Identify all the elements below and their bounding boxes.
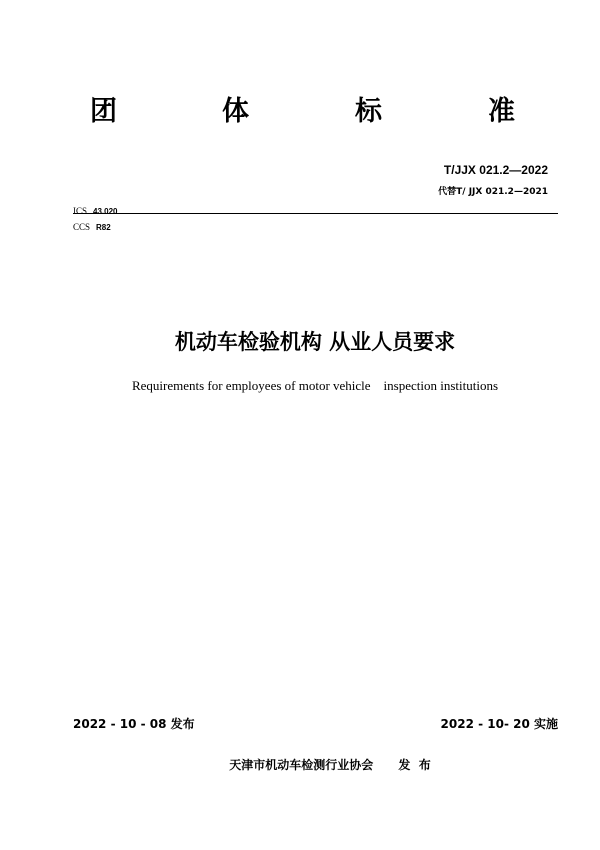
header-title-char-2: 体 [222, 96, 249, 127]
ics-row [73, 206, 117, 217]
ics-label: ICS [73, 206, 88, 216]
document-subtitle: Requirements for employees of motor vehicle inspection institutions [131, 378, 499, 393]
ccs-label: CCS [73, 222, 91, 232]
document-title: 机动车检验机构 从业人员要求 [174, 330, 456, 354]
header-title-char-1: 团 [90, 96, 117, 127]
header-title-char-3: 标 [355, 96, 382, 127]
publish-action: 发 布 [398, 758, 431, 772]
ccs-value: R82 [96, 223, 111, 232]
ccs-row [73, 222, 111, 233]
publisher-line [0, 756, 600, 773]
header-divider [73, 213, 558, 214]
publish-date: 2022 - 10 - 08 发布 [73, 717, 195, 731]
standard-code: T/JJX 021.2—2022 [443, 163, 548, 177]
publisher-name: 天津市机动车检测行业协会 [229, 758, 374, 772]
header-title-char-4: 准 [488, 96, 515, 127]
replaces-standard: 代替T/ JJX 021.2—2021 [438, 187, 548, 197]
ics-value: 43.020 [93, 207, 118, 216]
effective-date: 2022 - 10- 20 实施 [440, 717, 558, 731]
